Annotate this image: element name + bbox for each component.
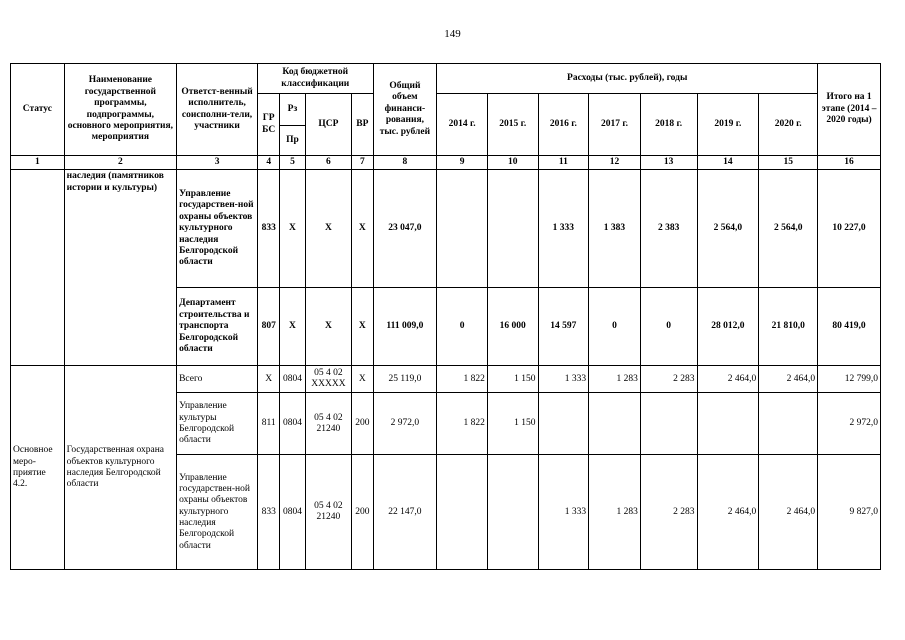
year-value xyxy=(697,393,759,455)
col-num: 10 xyxy=(487,156,538,170)
year-value: 0 xyxy=(640,288,697,366)
budget-table xyxy=(10,63,881,570)
csr-value: X xyxy=(305,288,352,366)
col-num: 14 xyxy=(697,156,759,170)
year-value xyxy=(437,455,488,570)
rzpr-value: X xyxy=(280,288,305,366)
header-year-2019: 2019 г. xyxy=(697,94,759,156)
grbs-value: 833 xyxy=(258,455,280,570)
executor: Управление государствен-ной охраны объектов культурного наследия Белгородской области xyxy=(177,455,258,570)
col-num: 2 xyxy=(64,156,176,170)
year-value: 0 xyxy=(437,288,488,366)
stage-total-value: 9 827,0 xyxy=(818,455,881,570)
col-num: 8 xyxy=(373,156,437,170)
executor: Всего xyxy=(177,366,258,393)
vr-value: 200 xyxy=(352,393,373,455)
col-num: 16 xyxy=(818,156,881,170)
page-number: 149 xyxy=(444,28,461,40)
year-value xyxy=(487,170,538,288)
stage-total-value: 12 799,0 xyxy=(818,366,881,393)
year-value: 28 012,0 xyxy=(697,288,759,366)
vr-value: 200 xyxy=(352,455,373,570)
header-year-2018: 2018 г. xyxy=(640,94,697,156)
total-value: 22 147,0 xyxy=(373,455,437,570)
csr-value: 05 4 02 21240 xyxy=(305,455,352,570)
executor: Управление государствен-ной охраны объектов культурного наследия Белгородской области xyxy=(177,170,258,288)
year-value: 1 822 xyxy=(437,393,488,455)
year-value xyxy=(538,393,589,455)
year-value xyxy=(589,393,641,455)
year-value xyxy=(640,393,697,455)
year-value: 1 333 xyxy=(538,455,589,570)
header-csr: ЦСР xyxy=(305,94,352,156)
year-value: 1 333 xyxy=(538,366,589,393)
year-value: 2 283 xyxy=(640,366,697,393)
grbs-value: X xyxy=(258,366,280,393)
rzpr-value: 0804 xyxy=(280,393,305,455)
year-value: 1 822 xyxy=(437,366,488,393)
col-num: 4 xyxy=(258,156,280,170)
grbs-value: 811 xyxy=(258,393,280,455)
header-year-2015: 2015 г. xyxy=(487,94,538,156)
year-value: 16 000 xyxy=(487,288,538,366)
year-value: 2 464,0 xyxy=(697,366,759,393)
header-grbs: ГР БС xyxy=(258,94,280,156)
year-value: 2 464,0 xyxy=(697,455,759,570)
csr-value: X xyxy=(305,170,352,288)
year-value: 2 283 xyxy=(640,455,697,570)
header-year-2014: 2014 г. xyxy=(437,94,488,156)
program-name: Государственная охрана объектов культурного наследия Белгородской области xyxy=(64,366,176,570)
header-year-2016: 2016 г. xyxy=(538,94,589,156)
status-cell: Основное меро-приятие 4.2. xyxy=(11,366,65,570)
year-value: 2 464,0 xyxy=(759,366,818,393)
header-year-2017: 2017 г. xyxy=(589,94,641,156)
header-pr: Пр xyxy=(280,126,305,156)
year-value: 1 333 xyxy=(538,170,589,288)
header-budget-code: Код бюджетной классификации xyxy=(258,64,373,94)
year-value: 2 383 xyxy=(640,170,697,288)
table-row xyxy=(11,170,881,288)
vr-value: X xyxy=(352,366,373,393)
total-value: 111 009,0 xyxy=(373,288,437,366)
grbs-value: 833 xyxy=(258,170,280,288)
year-value: 2 464,0 xyxy=(759,455,818,570)
executor: Управление культуры Белгородской области xyxy=(177,393,258,455)
year-value: 1 150 xyxy=(487,393,538,455)
year-value: 1 283 xyxy=(589,366,641,393)
year-value: 2 564,0 xyxy=(759,170,818,288)
header-rz: Рз xyxy=(280,94,305,126)
col-num: 1 xyxy=(11,156,65,170)
col-num: 7 xyxy=(352,156,373,170)
header-name: Наименование государственной программы, подпрограммы, основного мероприятия, мероприятия xyxy=(64,64,176,156)
stage-total-value: 2 972,0 xyxy=(818,393,881,455)
header-year-2020: 2020 г. xyxy=(759,94,818,156)
total-value: 23 047,0 xyxy=(373,170,437,288)
col-num: 13 xyxy=(640,156,697,170)
year-value: 14 597 xyxy=(538,288,589,366)
header-vr: ВР xyxy=(352,94,373,156)
total-value: 2 972,0 xyxy=(373,393,437,455)
header-stage-total: Итого на 1 этапе (2014 – 2020 годы) xyxy=(818,64,881,156)
vr-value: X xyxy=(352,170,373,288)
year-value: 1 150 xyxy=(487,366,538,393)
col-num: 6 xyxy=(305,156,352,170)
total-value: 25 119,0 xyxy=(373,366,437,393)
header-expenses: Расходы (тыс. рублей), годы xyxy=(437,64,818,94)
table-row xyxy=(11,366,881,393)
rzpr-value: X xyxy=(280,170,305,288)
executor: Департамент строительства и транспорта Белгородской области xyxy=(177,288,258,366)
rzpr-value: 0804 xyxy=(280,455,305,570)
stage-total-value: 80 419,0 xyxy=(818,288,881,366)
col-num: 5 xyxy=(280,156,305,170)
year-value: 21 810,0 xyxy=(759,288,818,366)
col-num: 15 xyxy=(759,156,818,170)
year-value xyxy=(437,170,488,288)
year-value xyxy=(487,455,538,570)
vr-value: X xyxy=(352,288,373,366)
year-value xyxy=(759,393,818,455)
csr-value: 05 4 02 21240 xyxy=(305,393,352,455)
header-status: Статус xyxy=(11,64,65,156)
year-value: 1 283 xyxy=(589,455,641,570)
year-value: 0 xyxy=(589,288,641,366)
header-total: Общий объем финанси-рования, тыс. рублей xyxy=(373,64,437,156)
col-num: 12 xyxy=(589,156,641,170)
header-executor: Ответст-венный исполнитель, соисполни-тели, участники xyxy=(177,64,258,156)
status-cell xyxy=(11,170,65,366)
program-name: наследия (памятников истории и культуры) xyxy=(64,170,176,366)
col-num: 3 xyxy=(177,156,258,170)
rzpr-value: 0804 xyxy=(280,366,305,393)
col-num: 9 xyxy=(437,156,488,170)
year-value: 1 383 xyxy=(589,170,641,288)
grbs-value: 807 xyxy=(258,288,280,366)
stage-total-value: 10 227,0 xyxy=(818,170,881,288)
csr-value: 05 4 02 XXXXX xyxy=(305,366,352,393)
col-num: 11 xyxy=(538,156,589,170)
year-value: 2 564,0 xyxy=(697,170,759,288)
